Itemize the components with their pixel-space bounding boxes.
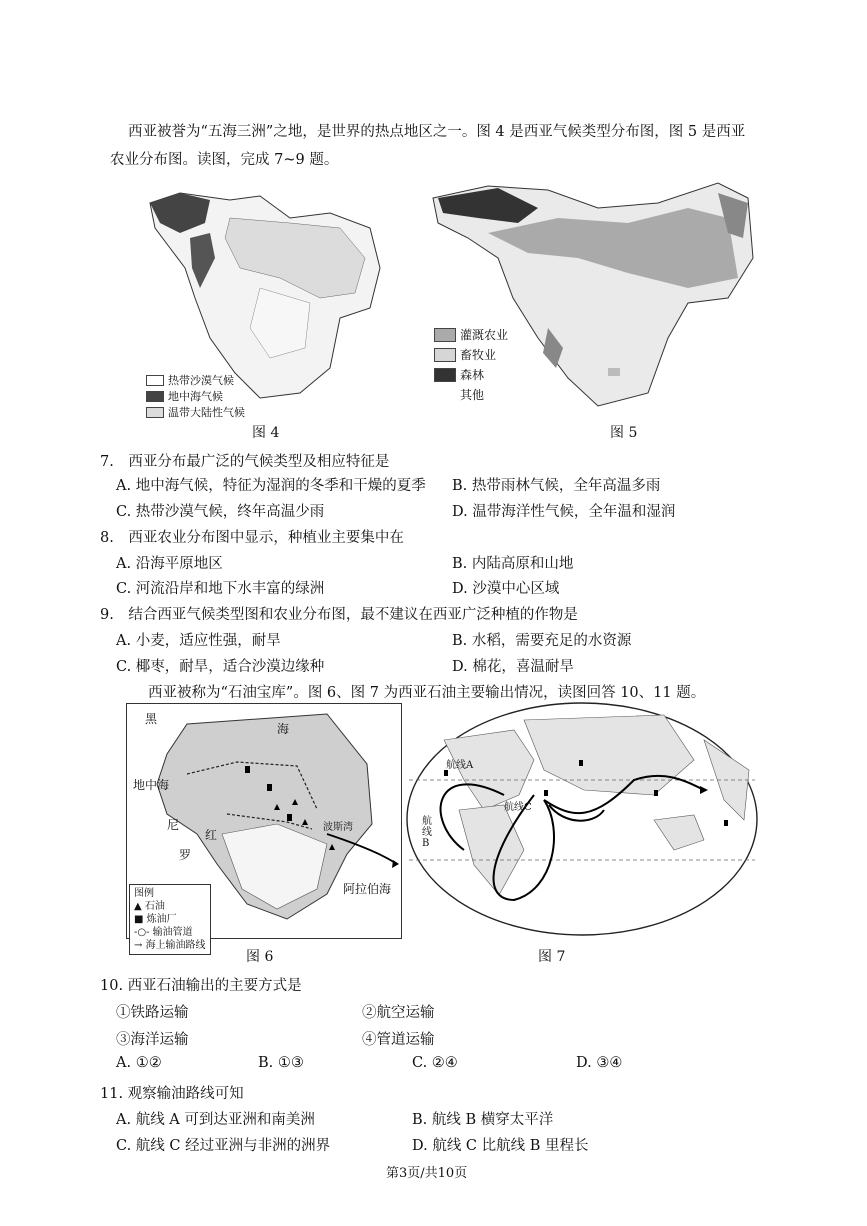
label-arabian-sea: 阿拉伯海 (343, 882, 392, 896)
legend-label: 石油 (144, 901, 165, 912)
q10-item-4: ④管道运输 (362, 1032, 435, 1048)
intro-line-2: 农业分布图。读图，完成 7~9 题。 (110, 152, 339, 168)
legend-label: 海上输油路线 (145, 940, 206, 951)
legend-swatch-continental (146, 407, 164, 418)
label-route-b: 航线B (422, 816, 432, 849)
q11-option-a[interactable]: A. 航线 A 可到达亚洲和南美洲 (116, 1112, 315, 1128)
legend-pipeline: -○- 输油管道 (134, 927, 193, 938)
q10-option-a[interactable]: A. ①② (116, 1055, 162, 1071)
label-persian-gulf: 波斯湾 (323, 822, 353, 833)
q8-option-c[interactable]: C. 河流沿岸和地下水丰富的绿洲 (116, 581, 325, 597)
legend-swatch-mediterranean (146, 391, 164, 402)
q8-option-d[interactable]: D. 沙漠中心区域 (452, 581, 560, 597)
figure-4-climate-map (140, 178, 390, 418)
legend-refinery: ■ 炼油厂 (134, 914, 177, 925)
legend-swatch-other (434, 388, 456, 402)
figure-5-agriculture-map (428, 178, 758, 410)
page-number: 第3页/共10页 (386, 1166, 468, 1181)
label-red-sea: 红 (205, 828, 218, 842)
q11-option-d[interactable]: D. 航线 C 比航线 B 里程长 (412, 1138, 589, 1154)
figure-7-world-routes (404, 700, 760, 938)
legend-swatch-forest (434, 368, 456, 382)
q8-option-b[interactable]: B. 内陆高原和山地 (452, 556, 574, 572)
q8-stem: 8. 西亚农业分布图中显示，种植业主要集中在 (100, 530, 404, 546)
q10-item-1: ①铁路运输 (116, 1005, 189, 1021)
legend-label: 热带沙漠气候 (168, 374, 234, 387)
figure-6-caption: 图 6 (246, 949, 274, 965)
q7-option-a[interactable]: A. 地中海气候，特征为湿润的冬季和干燥的夏季 (116, 478, 426, 494)
label-route-a: 航线A (446, 760, 474, 771)
q10-option-b[interactable]: B. ①③ (258, 1055, 304, 1071)
q10-stem: 10. 西亚石油输出的主要方式是 (100, 978, 302, 994)
q7-option-c[interactable]: C. 热带沙漠气候，终年高温少雨 (116, 504, 325, 520)
q11-stem: 11. 观察输油路线可知 (100, 1086, 244, 1102)
legend-label: 地中海气候 (168, 390, 223, 403)
figure-7-caption: 图 7 (538, 949, 566, 965)
legend-label: 其他 (460, 388, 485, 402)
q10-item-2: ②航空运输 (362, 1005, 435, 1021)
legend-sea-route: → 海上输油路线 (134, 940, 206, 951)
q11-option-c[interactable]: C. 航线 C 经过亚洲与非洲的洲界 (116, 1138, 331, 1154)
legend-label: 灌溉农业 (460, 328, 509, 342)
figure-5-caption: 图 5 (610, 425, 638, 441)
legend-swatch-desert (146, 375, 164, 386)
q9-stem: 9. 结合西亚气候类型图和农业分布图，最不建议在西亚广泛种植的作物是 (100, 607, 578, 623)
q10-option-c[interactable]: C. ②④ (412, 1055, 458, 1071)
legend-oil: ▲ 石油 (134, 901, 165, 912)
figure-4-caption: 图 4 (252, 425, 280, 441)
q10-item-3: ③海洋运输 (116, 1032, 189, 1048)
label-nile-2: 罗 (179, 848, 192, 862)
legend-label: 畜牧业 (460, 348, 497, 362)
q8-option-a[interactable]: A. 沿海平原地区 (116, 556, 223, 572)
fig6-legend (129, 884, 211, 955)
legend-label: 输油管道 (152, 927, 193, 938)
legend-label: 森林 (460, 368, 485, 382)
label-caspian: 海 (277, 722, 290, 736)
q7-option-b[interactable]: B. 热带雨林气候，全年高温多雨 (452, 478, 661, 494)
legend-label: 温带大陆性气候 (168, 406, 245, 419)
fig5-legend (434, 326, 508, 403)
fig6-legend-title: 图例 (134, 888, 154, 899)
q9-option-b[interactable]: B. 水稻，需要充足的水资源 (452, 633, 632, 649)
q7-option-d[interactable]: D. 温带海洋性气候，全年温和湿润 (452, 504, 676, 520)
label-route-c: 航线C (504, 802, 532, 813)
legend-label: 炼油厂 (146, 914, 177, 925)
label-mediterranean: 地中海 (133, 778, 170, 792)
q11-option-b[interactable]: B. 航线 B 横穿太平洋 (412, 1112, 554, 1128)
label-nile-1: 尼 (167, 818, 180, 832)
q9-option-c[interactable]: C. 椰枣，耐旱，适合沙漠边缘种 (116, 659, 325, 675)
label-black-sea: 黑 (145, 712, 158, 726)
figure-6-oil-map (126, 703, 402, 951)
q9-option-a[interactable]: A. 小麦，适应性强，耐旱 (116, 633, 281, 649)
q9-option-d[interactable]: D. 棉花，喜温耐旱 (452, 659, 574, 675)
q7-stem: 7. 西亚分布最广泛的气候类型及相应特征是 (100, 454, 390, 470)
world-routes-graphic (404, 700, 760, 938)
fig4-legend (146, 372, 245, 420)
legend-swatch-irrigation (434, 328, 456, 342)
q10-option-d[interactable]: D. ③④ (576, 1055, 623, 1071)
intro-line-1: 西亚被誉为“五海三洲”之地，是世界的热点地区之一。图 4 是西亚气候类型分布图，图 5 是西亚 (128, 124, 746, 140)
legend-swatch-pastoral (434, 348, 456, 362)
intro-oil: 西亚被称为“石油宝库”。图 6、图 7 为西亚石油主要输出情况，读图回答 10、11 题。 (148, 685, 706, 701)
